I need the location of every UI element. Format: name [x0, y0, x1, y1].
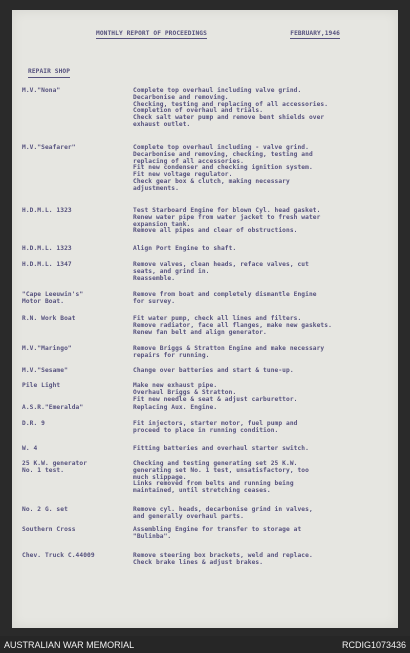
- work-description-line: Remove radiator, face all flanges, make new gaskets.: [133, 321, 332, 329]
- archive-id: RCDIG1073436: [341, 640, 406, 650]
- work-description-line: Align Port Engine to shaft.: [133, 245, 237, 252]
- vessel-name-line: R.N. Work Boat: [22, 315, 76, 322]
- work-description-line: Change over batteries and start & tune-up.: [133, 367, 294, 374]
- work-description-line: Assembling Engine for transfer to storage at: [133, 526, 302, 533]
- work-description-line: Fit water pump, check all lines and filters.: [133, 315, 302, 322]
- work-description: [133, 383, 383, 403]
- vessel-name: [22, 316, 122, 323]
- vessel-name-line: Motor Boat.: [22, 297, 65, 305]
- vessel-name: [22, 346, 122, 353]
- work-description: [133, 346, 383, 360]
- work-description-line: Remove from boat and completely dismantle Engine: [133, 291, 317, 298]
- vessel-name-line: D.R. 9: [22, 420, 45, 427]
- work-description-line: Check salt water pump and remove bent shields over: [133, 114, 325, 122]
- vessel-name: [22, 405, 122, 412]
- vessel-name-line: "Cape Leeuwin's": [22, 291, 84, 298]
- work-description-line: Make new exhaust pipe.: [133, 382, 218, 389]
- work-description-line: Remove cyl. heads, decarbonise grind in valves,: [133, 506, 313, 513]
- work-description-line: Decarbonise and removing, checking, testing and: [133, 150, 313, 158]
- vessel-name-line: No. 1 test.: [22, 466, 65, 474]
- work-description-line: Fit new condenser and checking ignition system.: [133, 164, 313, 172]
- vessel-name-line: H.D.M.L. 1347: [22, 261, 72, 268]
- work-description-line: Fitting batteries and overhaul starter switch.: [133, 445, 309, 452]
- work-description-line: for survey.: [133, 297, 176, 305]
- vessel-name: [22, 262, 122, 269]
- report-header: [96, 31, 340, 39]
- work-description-line: adjustments.: [133, 184, 179, 192]
- work-description-line: Replacing Aux. Engine.: [133, 404, 218, 411]
- vessel-name: [22, 553, 122, 560]
- vessel-name-line: M.V."Seafarer": [22, 144, 76, 151]
- vessel-name-line: M.V."Maringo": [22, 345, 72, 352]
- work-description-line: replacing of all accessories.: [133, 157, 244, 165]
- work-description: [133, 145, 383, 193]
- work-description: [133, 421, 383, 435]
- work-description: [133, 262, 383, 282]
- work-description: [133, 446, 383, 453]
- vessel-name: [22, 145, 122, 152]
- vessel-name: [22, 421, 122, 428]
- vessel-name: [22, 461, 122, 475]
- work-description-line: repairs for running.: [133, 351, 210, 359]
- work-description-line: proceed to place in running condition.: [133, 426, 279, 434]
- report-title: MONTHLY REPORT OF PROCEEDINGS: [96, 30, 207, 37]
- work-description-line: Fit new voltage regulator.: [133, 171, 233, 179]
- work-description-line: Check gear box & clutch, making necessary: [133, 177, 290, 185]
- work-description-line: Overhaul Briggs & Stratton.: [133, 388, 237, 396]
- work-description-line: Complete top overhaul including valve grind.: [133, 87, 302, 94]
- vessel-name-line: Southern Cross: [22, 526, 76, 533]
- work-description-line: Test Starboard Engine for blown Cyl. head gasket.: [133, 207, 321, 214]
- work-description-line: Completion of overhaul and trials.: [133, 107, 264, 115]
- work-description: [133, 507, 383, 521]
- work-description-line: Remove Briggs & Stratton Engine and make necessary: [133, 345, 325, 352]
- vessel-name: [22, 88, 122, 95]
- vessel-name: [22, 292, 122, 306]
- work-description: [133, 316, 383, 336]
- work-description-line: Renew fan belt and align generator.: [133, 328, 267, 336]
- vessel-name: [22, 383, 122, 390]
- vessel-name-line: Pile Light: [22, 382, 61, 389]
- work-description-line: Fit injectors, starter motor, fuel pump and: [133, 420, 298, 427]
- work-description: [133, 292, 383, 306]
- work-description-line: Renew water pipe from water jacket to fresh water: [133, 213, 321, 221]
- vessel-name-line: W. 4: [22, 445, 38, 452]
- report-date: FEBRUARY,1946: [290, 30, 340, 37]
- vessel-name: [22, 446, 122, 453]
- work-description-line: Checking and testing generating set 25 K.W.: [133, 460, 298, 467]
- vessel-name: [22, 208, 122, 215]
- vessel-name: [22, 507, 122, 514]
- vessel-name-line: A.S.R."Emeralda": [22, 404, 84, 411]
- vessel-name-line: 25 K.W. generator: [22, 460, 88, 467]
- work-description: [133, 405, 383, 412]
- work-description-line: Remove valves, clean heads, reface valves, cut: [133, 261, 309, 268]
- work-description-line: Remove all pipes and clear of obstructions.: [133, 227, 298, 235]
- work-description-line: exhaust outlet.: [133, 120, 191, 128]
- work-description: [133, 527, 383, 541]
- work-description-line: Reassemble.: [133, 274, 176, 282]
- archive-name: AUSTRALIAN WAR MEMORIAL: [4, 640, 135, 650]
- vessel-name-line: H.D.M.L. 1323: [22, 245, 72, 252]
- work-description-line: Checking, testing and replacing of all accessories.: [133, 100, 329, 108]
- vessel-name: [22, 368, 122, 375]
- work-description-line: "Bulinba".: [133, 532, 172, 540]
- work-description-line: Links removed from belts and running being: [133, 480, 294, 488]
- section-heading: REPAIR SHOP: [28, 69, 70, 78]
- work-description: [133, 368, 383, 375]
- work-description-line: and generally overhaul parts.: [133, 512, 244, 520]
- work-description: [133, 88, 383, 129]
- work-description-line: Decarbonise and removing.: [133, 93, 229, 101]
- work-description-line: generating set No. 1 test, unsatisfactory, too: [133, 466, 309, 474]
- work-description-line: Fit new needle & seat & adjust carburettor.: [133, 395, 298, 403]
- vessel-name-line: H.D.M.L. 1323: [22, 207, 72, 214]
- work-description-line: much slippage.: [133, 473, 187, 481]
- vessel-name-line: Chev. Truck C.44009: [22, 552, 95, 559]
- vessel-name: [22, 527, 122, 534]
- work-description-line: seats, and grind in.: [133, 267, 210, 275]
- vessel-name-line: M.V."Sesame": [22, 367, 68, 374]
- work-description-line: expansion tank.: [133, 220, 191, 228]
- work-description-line: maintained, until stretching ceases.: [133, 487, 271, 495]
- archive-footer: [0, 636, 410, 653]
- vessel-name-line: M.V."Nona": [22, 87, 61, 94]
- work-description-line: Check brake lines & adjust brakes.: [133, 558, 264, 566]
- work-description-line: Remove steering box brackets, weld and replace.: [133, 552, 313, 559]
- work-description: [133, 461, 383, 495]
- work-description: [133, 208, 383, 235]
- vessel-name-line: No. 2 G. set: [22, 506, 68, 513]
- vessel-name: [22, 246, 122, 253]
- work-description-line: Complete top overhaul including - valve grind.: [133, 144, 309, 151]
- work-description: [133, 246, 383, 253]
- work-description: [133, 553, 383, 567]
